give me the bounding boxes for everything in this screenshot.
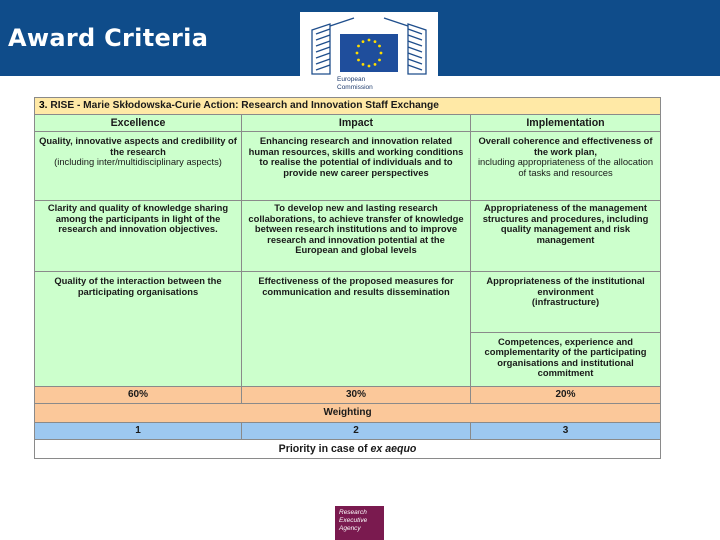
berlaymont-building-icon <box>300 12 438 76</box>
excellence-criterion-2: Clarity and quality of knowledge sharing among the participants in light of the research and innovation objectives. <box>47 202 229 235</box>
priority-label-row <box>35 440 661 459</box>
implementation-criterion-1-note: including appropriateness of the allocation of tasks and resources <box>477 156 654 178</box>
implementation-criterion-3-note: (infrastructure) <box>531 296 600 308</box>
priority-excellence: 1 <box>35 423 242 440</box>
european-commission-logo <box>300 12 438 100</box>
column-header-implementation: Implementation <box>471 115 661 132</box>
award-criteria-table <box>34 97 660 504</box>
excellence-criterion-1: Quality, innovative aspects and credibility of the research <box>39 135 237 157</box>
priority-label: Priority in case of ex aequo <box>35 440 661 459</box>
page-title: Award Criteria <box>8 24 209 52</box>
impact-criterion-2: To develop new and lasting research collaborations, to achieve transfer of knowledge between research institutions and to improve research and innovation potential at the European and global levels <box>248 202 464 256</box>
impact-criterion-3: Effectiveness of the proposed measures for communication and results dissemination <box>258 275 454 297</box>
priority-impact: 2 <box>242 423 471 440</box>
weighting-label: Weighting <box>35 404 661 423</box>
weight-implementation: 20% <box>471 387 661 404</box>
table-title: RISE - Marie Skłodowska-Curie Action: Research and Innovation Staff Exchange <box>50 99 439 111</box>
implementation-criterion-2: Appropriateness of the management structures and procedures, including quality management and risk management <box>482 202 649 245</box>
table-header-row <box>35 115 661 132</box>
excellence-criterion-3: Quality of the interaction between the participating organisations <box>54 275 222 297</box>
logo-caption: European Commission <box>337 76 373 91</box>
implementation-criterion-4: Competences, experience and complementarity of the participating organisations and institutional commitment <box>484 335 647 379</box>
priorities-row <box>35 423 661 440</box>
table-title-row <box>35 98 661 115</box>
table-row <box>35 201 661 272</box>
weight-excellence: 60% <box>35 387 242 404</box>
column-header-excellence: Excellence <box>35 115 242 132</box>
weight-impact: 30% <box>242 387 471 404</box>
priority-implementation: 3 <box>471 423 661 440</box>
weighting-label-row <box>35 404 661 423</box>
implementation-criterion-3: Appropriateness of the institutional environment <box>486 275 645 297</box>
research-executive-agency-logo: Research Executive Agency <box>335 506 384 540</box>
impact-criterion-1: Enhancing research and innovation related human resources, skills and working conditions to realise the potential of individuals and to provide new career perspectives <box>248 135 464 178</box>
implementation-criterion-1: Overall coherence and effectiveness of the work plan, <box>478 135 653 157</box>
table-title-number: 3. <box>39 99 48 111</box>
weights-row <box>35 387 661 404</box>
table-row <box>35 132 661 201</box>
column-header-impact: Impact <box>242 115 471 132</box>
table-row <box>35 272 661 333</box>
excellence-criterion-1-note: (including inter/multidisciplinary aspects) <box>54 156 222 168</box>
